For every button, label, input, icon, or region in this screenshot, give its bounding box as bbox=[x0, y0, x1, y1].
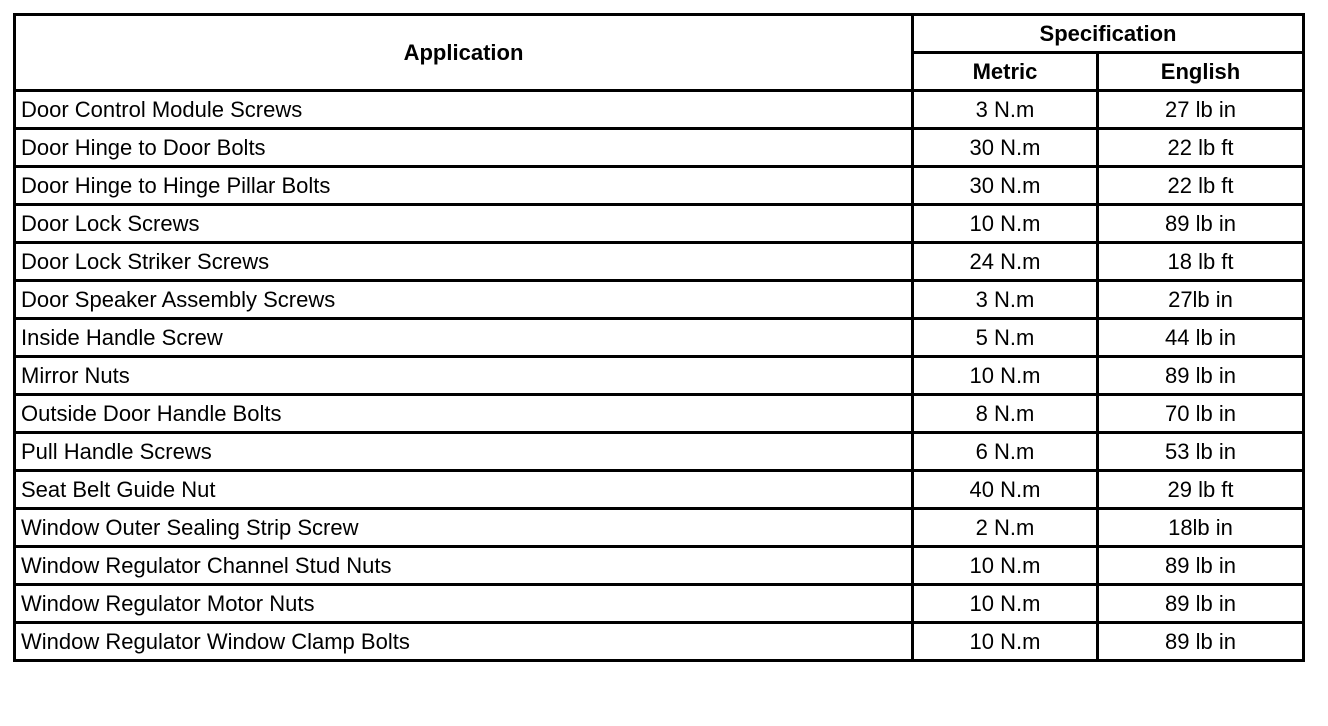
table-row bbox=[15, 167, 1304, 205]
metric-cell: 10 N.m bbox=[913, 585, 1098, 623]
application-cell: Seat Belt Guide Nut bbox=[15, 471, 913, 509]
torque-spec-table bbox=[13, 13, 1305, 662]
english-cell: 53 lb in bbox=[1098, 433, 1304, 471]
application-cell: Inside Handle Screw bbox=[15, 319, 913, 357]
metric-cell: 2 N.m bbox=[913, 509, 1098, 547]
metric-cell: 3 N.m bbox=[913, 281, 1098, 319]
table-row bbox=[15, 471, 1304, 509]
application-cell: Door Hinge to Door Bolts bbox=[15, 129, 913, 167]
table-row bbox=[15, 281, 1304, 319]
english-cell: 27lb in bbox=[1098, 281, 1304, 319]
metric-cell: 5 N.m bbox=[913, 319, 1098, 357]
metric-cell: 30 N.m bbox=[913, 167, 1098, 205]
english-cell: 22 lb ft bbox=[1098, 129, 1304, 167]
metric-cell: 10 N.m bbox=[913, 205, 1098, 243]
application-cell: Window Outer Sealing Strip Screw bbox=[15, 509, 913, 547]
header-row-top bbox=[15, 15, 1304, 53]
metric-cell: 10 N.m bbox=[913, 547, 1098, 585]
english-cell: 29 lb ft bbox=[1098, 471, 1304, 509]
specification-header: Specification bbox=[913, 15, 1304, 53]
metric-cell: 8 N.m bbox=[913, 395, 1098, 433]
table-body bbox=[15, 91, 1304, 661]
application-cell: Door Control Module Screws bbox=[15, 91, 913, 129]
table-row bbox=[15, 509, 1304, 547]
application-cell: Pull Handle Screws bbox=[15, 433, 913, 471]
english-cell: 70 lb in bbox=[1098, 395, 1304, 433]
english-cell: 89 lb in bbox=[1098, 623, 1304, 661]
english-cell: 89 lb in bbox=[1098, 357, 1304, 395]
table-row bbox=[15, 395, 1304, 433]
application-header: Application bbox=[15, 15, 913, 91]
english-cell: 89 lb in bbox=[1098, 205, 1304, 243]
table-row bbox=[15, 205, 1304, 243]
metric-cell: 10 N.m bbox=[913, 357, 1098, 395]
application-cell: Door Lock Screws bbox=[15, 205, 913, 243]
table-row bbox=[15, 243, 1304, 281]
metric-cell: 6 N.m bbox=[913, 433, 1098, 471]
application-cell: Window Regulator Window Clamp Bolts bbox=[15, 623, 913, 661]
metric-cell: 30 N.m bbox=[913, 129, 1098, 167]
table-row bbox=[15, 433, 1304, 471]
english-cell: 27 lb in bbox=[1098, 91, 1304, 129]
english-cell: 89 lb in bbox=[1098, 547, 1304, 585]
english-header: English bbox=[1098, 53, 1304, 91]
metric-header: Metric bbox=[913, 53, 1098, 91]
english-cell: 89 lb in bbox=[1098, 585, 1304, 623]
application-cell: Outside Door Handle Bolts bbox=[15, 395, 913, 433]
english-cell: 18 lb ft bbox=[1098, 243, 1304, 281]
table-row bbox=[15, 129, 1304, 167]
table-row bbox=[15, 585, 1304, 623]
english-cell: 18lb in bbox=[1098, 509, 1304, 547]
english-cell: 22 lb ft bbox=[1098, 167, 1304, 205]
table-row bbox=[15, 357, 1304, 395]
table-row bbox=[15, 547, 1304, 585]
metric-cell: 40 N.m bbox=[913, 471, 1098, 509]
application-cell: Window Regulator Channel Stud Nuts bbox=[15, 547, 913, 585]
table-row bbox=[15, 623, 1304, 661]
application-cell: Door Hinge to Hinge Pillar Bolts bbox=[15, 167, 913, 205]
table-row bbox=[15, 319, 1304, 357]
application-cell: Window Regulator Motor Nuts bbox=[15, 585, 913, 623]
metric-cell: 10 N.m bbox=[913, 623, 1098, 661]
application-cell: Door Lock Striker Screws bbox=[15, 243, 913, 281]
application-cell: Door Speaker Assembly Screws bbox=[15, 281, 913, 319]
english-cell: 44 lb in bbox=[1098, 319, 1304, 357]
metric-cell: 3 N.m bbox=[913, 91, 1098, 129]
metric-cell: 24 N.m bbox=[913, 243, 1098, 281]
application-cell: Mirror Nuts bbox=[15, 357, 913, 395]
table-row bbox=[15, 91, 1304, 129]
